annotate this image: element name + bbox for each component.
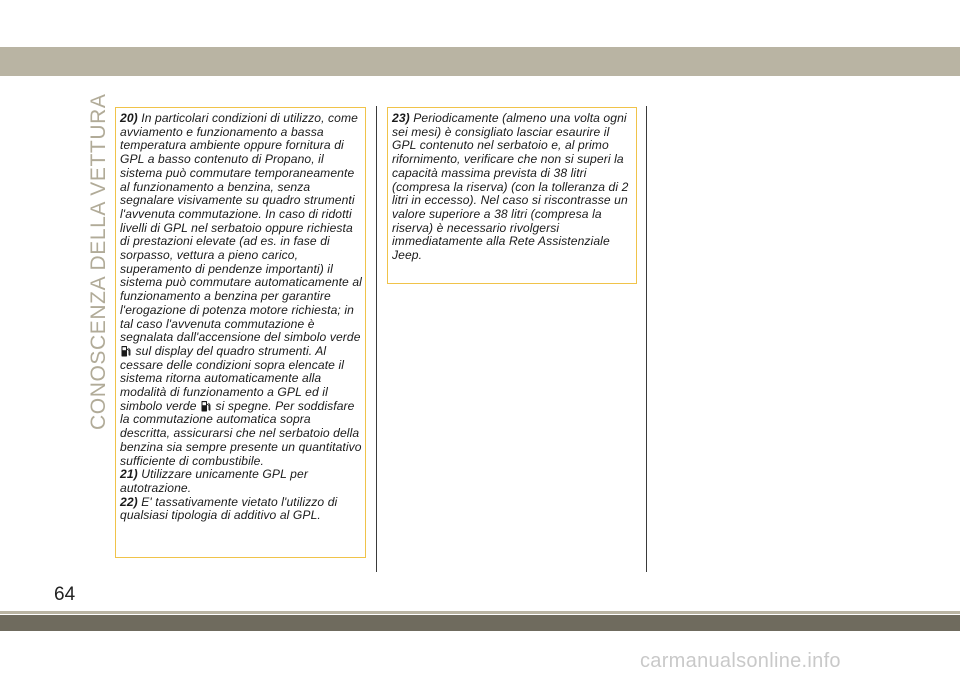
note-23-text: Periodicamente (almeno una volta ogni sei mesi) è consigliato lasciar esaurire il GPL contenuto nel serbatoio e, al primo rifornimento, verificare che non si superi la capacità massima prevista di 38 litri (compresa la riserva) (con la tolleranza di 2 litri in eccesso). Nel caso si riscontrasse un valore superiore a 38 litri (compresa la riserva) è necessario rivolgersi immediatamente alla Rete Assistenziale Jeep. (392, 111, 629, 263)
notes-box-left (115, 107, 366, 558)
note-20-text-end: si spegne. Per soddisfare la commutazione automatica sopra descritta, assicurarsi che nel serbatoio della benzina sia sempre presente un quantitativo sufficiente di combustibile. (120, 398, 362, 468)
note-22-number: 22) (120, 494, 138, 509)
notes-box-right (387, 107, 637, 284)
footer-band (0, 615, 960, 631)
footer-rule (0, 611, 960, 614)
column-divider-right (646, 106, 647, 572)
fuel-pump-icon (121, 345, 131, 357)
note-21-number: 21) (120, 467, 138, 482)
fuel-pump-icon (201, 400, 211, 412)
note-22-text: E' tassativamente vietato l'utilizzo di qualsiasi tipologia di additivo al GPL. (120, 494, 338, 523)
note-21-text: Utilizzare unicamente GPL per autotrazione. (120, 467, 308, 495)
column-divider-left (376, 106, 377, 572)
note-23-number: 23) (392, 111, 410, 125)
note-20-text: In particolari condizioni di utilizzo, come avviamento e funzionamento a bassa temperatura ambiente oppure fornitura di GPL a basso contenuto di Propano, il sistema può commutare temporaneamente al funzionamento a benzina, senza segnalare visivamente su quadro strumenti l'avvenuta commutazione. In caso di ridotti livelli di GPL nel serbatoio oppure richiesta di prestazioni elevate (ad es. in fase di sorpasso, vettura a pieno carico, superamento di pendenze importanti) il sistema può commutare automaticamente al funzionamento a benzina per garantire l'erogazione di potenza motore richiesta; in tal caso l'avvenuta commutazione è segnalata dall'accensione del simbolo verde (120, 111, 362, 345)
page-number: 64 (54, 584, 76, 605)
note-20-text-cont: sul display del quadro strumenti. Al cessare delle condizioni sopra elencate il sistema ritorna automaticamente alla modalità di funzionamento a GPL ed il simbolo verde (120, 343, 345, 413)
header-band (0, 47, 960, 76)
note-20-number: 20) (120, 111, 138, 125)
section-side-title: CONOSCENZA DELLA VETTURA (87, 93, 110, 430)
watermark-text: carmanualsonline.info (640, 650, 841, 672)
